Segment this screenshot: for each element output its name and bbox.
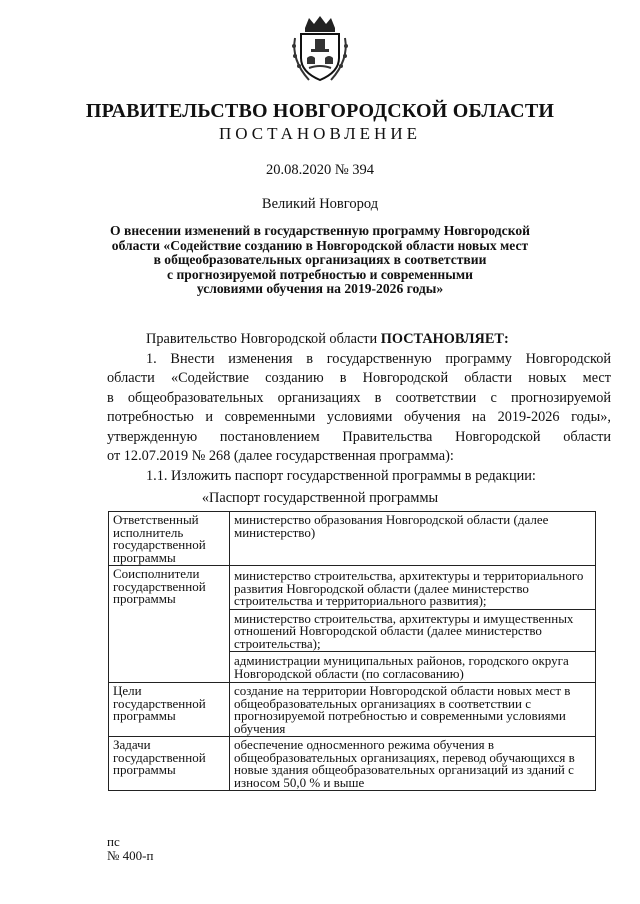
row-value: создание на территории Новгородской области новых мест в общеобразовательных организациях в соответствии с прогнозируемой потребностью и современными условиями обучения (230, 683, 596, 737)
intro-text: Правительство Новгородской области (146, 331, 381, 347)
footer-code (107, 835, 153, 862)
body-line: 1.1. Изложить паспорт государственной программы в редакции: (146, 467, 536, 484)
body-line: потребностью и современными условиями обучения на 2019-2026 годы», (107, 409, 611, 425)
body-line: 1. Внести изменения в государственную программу Новгородской (146, 350, 611, 367)
resolves-keyword: ПОСТАНОВЛЯЕТ: (380, 331, 509, 347)
body-line: в общеобразовательных организациях в соответствии с прогнозируемой (107, 389, 611, 406)
subject-line: условиями обучения на 2019-2026 годы» (196, 281, 444, 296)
footer-line: № 400-п (107, 847, 154, 863)
resolution-intro (107, 330, 611, 350)
table-row (109, 512, 596, 566)
row-label: Ответственный исполнитель государственной программы (109, 512, 230, 566)
subject-line: в общеобразовательных организациях в соответствии (153, 252, 487, 267)
row-label: Соисполнители государственной программы (109, 566, 230, 683)
row-value: министерство образования Новгородской области (далее министерство) (230, 512, 596, 566)
date-and-number: 20.08.2020 № 394 (265, 162, 375, 178)
row-value (230, 566, 596, 683)
government-title: ПРАВИТЕЛЬСТВО НОВГОРОДСКОЙ ОБЛАСТИ (85, 100, 555, 122)
body-line: области «Содействие созданию в Новгородской области новых мест (107, 370, 611, 386)
document-type: ПОСТАНОВЛЕНИЕ (218, 124, 421, 143)
document-body (107, 330, 611, 486)
coat-of-arms-emblem (289, 14, 351, 84)
body-line: утвержденную постановлением Правительства Новгородской области (107, 428, 611, 445)
co-executor-item: администрации муниципальных районов, городского округа Новгородской области (по согласованию) (230, 651, 595, 681)
row-label: Цели государственной программы (109, 683, 230, 737)
subject-line: области «Содействие созданию в Новгородской области новых мест (111, 237, 529, 253)
table-row (109, 737, 596, 791)
row-value: обеспечение односменного режима обучения в общеобразовательных организациях, перевод обучающихся в новые здания общеобразовательных организаций из зданий с износом 50,0 % и выше (230, 737, 596, 791)
subject-line: О внесении изменений в государственную программу Новгородской (110, 223, 530, 238)
city: Великий Новгород (261, 196, 379, 212)
body-line: от 12.07.2019 № 268 (далее государственная программа): (107, 448, 454, 464)
co-executor-item: министерство строительства, архитектуры и имущественных отношений Новгородской области (далее министерство строительства); (230, 609, 595, 652)
table-row (109, 683, 596, 737)
subject-line: с прогнозируемой потребностью и современными (167, 266, 473, 282)
footer-line: пс (107, 834, 120, 849)
row-label: Задачи государственной программы (109, 737, 230, 791)
co-executor-item: министерство строительства, архитектуры и территориального развития Новгородской области (далее министерство строительства и территориального развития); (234, 568, 584, 608)
passport-title: «Паспорт государственной программы (201, 490, 439, 506)
document-subject (100, 224, 540, 297)
passport-table (108, 511, 596, 791)
table-row (109, 566, 596, 683)
